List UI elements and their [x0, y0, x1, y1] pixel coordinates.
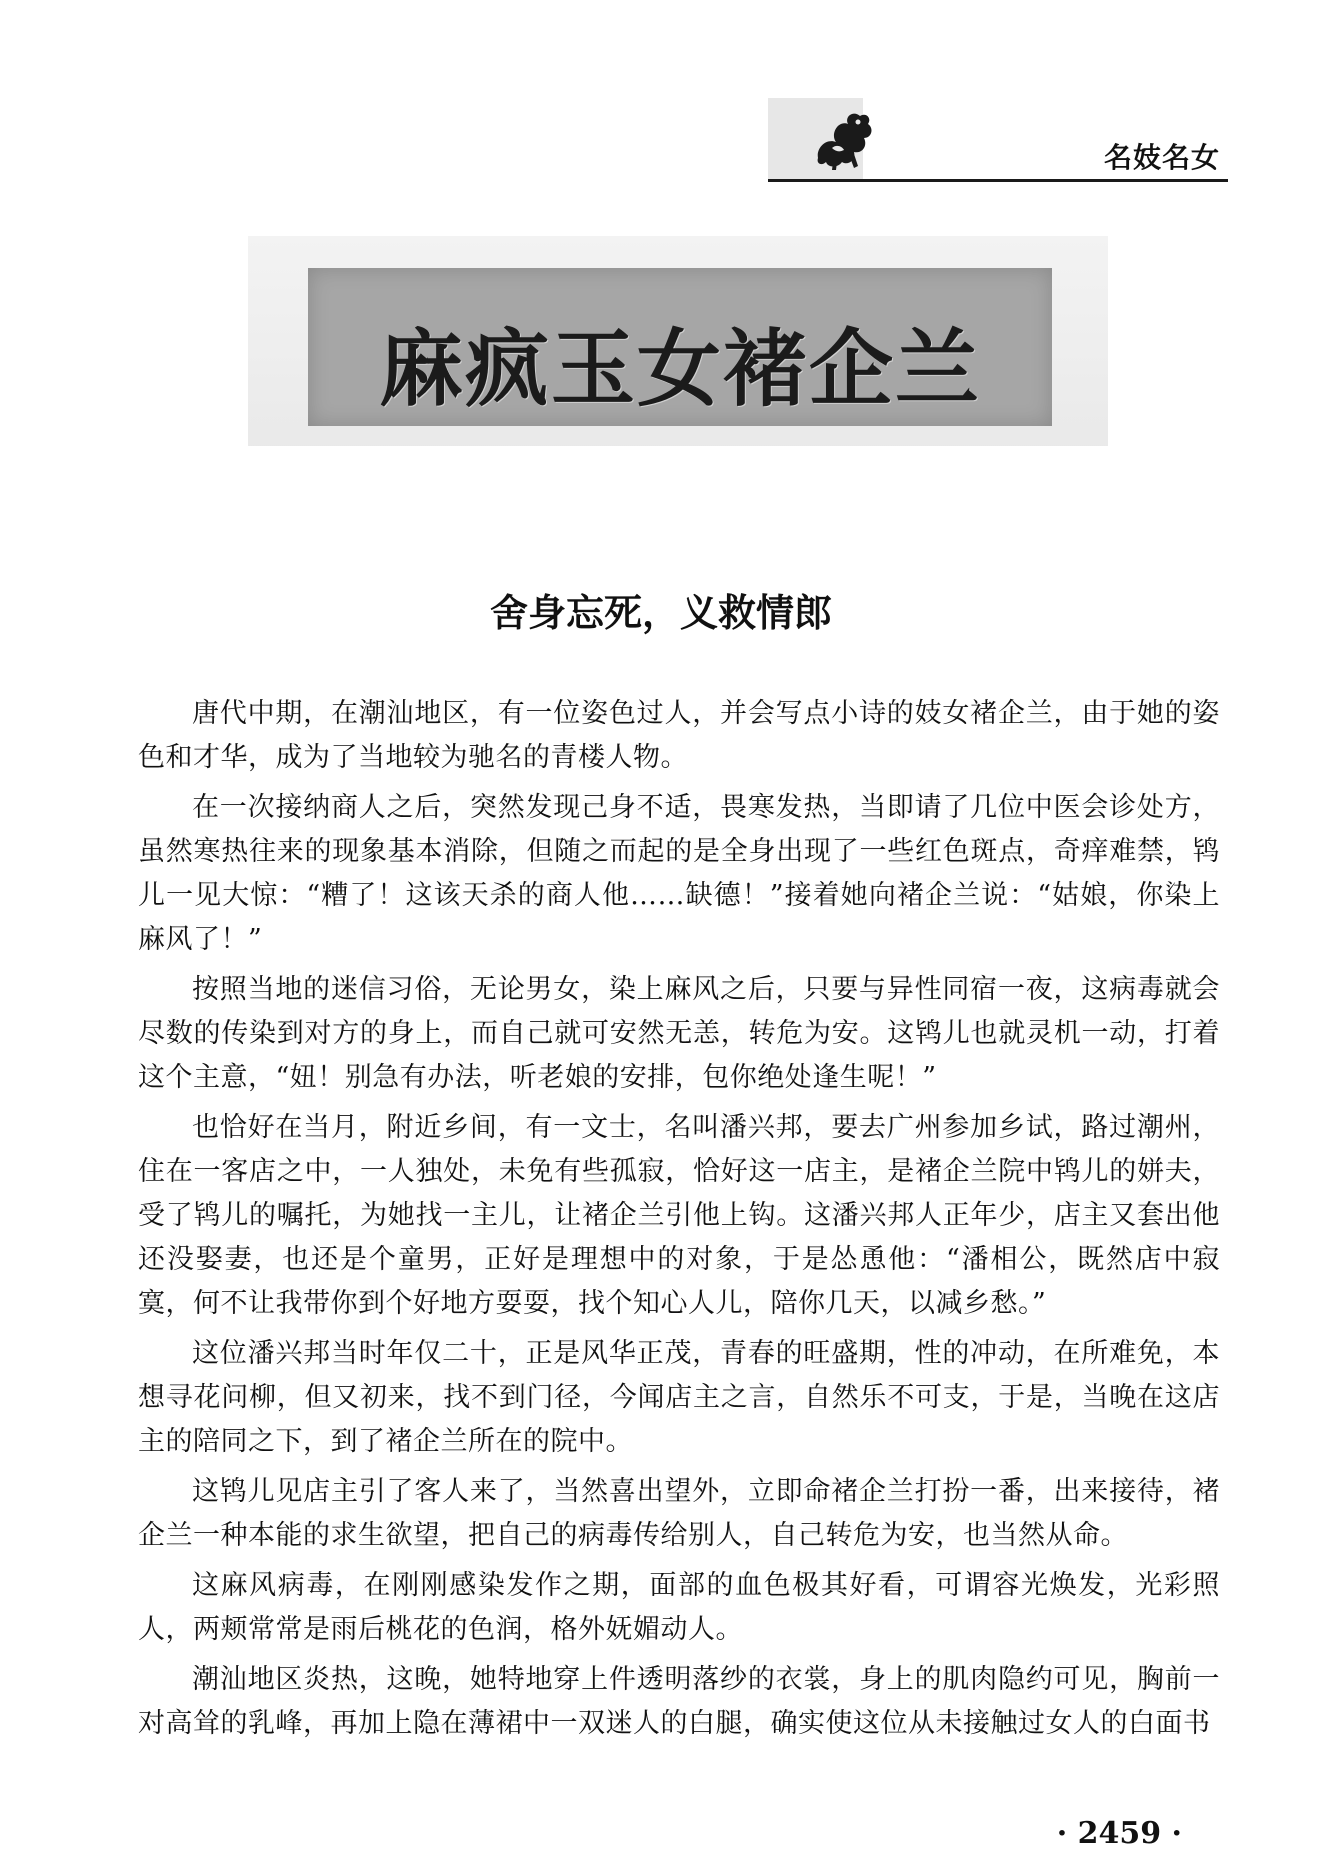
paragraph: 按照当地的迷信习俗，无论男女，染上麻风之后，只要与异性同宿一夜，这病毒就会尽数的传染到对方的身上，而自己就可安然无恙，转危为安。这鸨儿也就灵机一动，打着这个主意，“妞！别急有办法，听老娘的安排，包你绝处逢生呢！”	[138, 974, 1220, 1093]
title-banner	[308, 268, 1052, 426]
header-rule	[768, 179, 1228, 182]
article-body	[138, 692, 1220, 1752]
page-number: · 2459 ·	[1056, 1816, 1182, 1851]
running-header-title: 名妓名女	[1103, 141, 1220, 174]
section-heading: 舍身忘死，义救情郎	[489, 591, 832, 635]
article-title: 麻疯玉女褚企兰	[378, 319, 981, 418]
paragraph: 潮汕地区炎热，这晚，她特地穿上件透明落纱的衣裳，身上的肌肉隐约可见，胸前一对高耸的乳峰，再加上隐在薄裙中一双迷人的白腿，确实使这位从未接触过女人的白面书	[138, 1664, 1220, 1739]
dragon-icon	[808, 108, 878, 174]
paragraph: 这鸨儿见店主引了客人来了，当然喜出望外，立即命褚企兰打扮一番，出来接待，褚企兰一种本能的求生欲望，把自己的病毒传给别人，自己转危为安，也当然从命。	[138, 1476, 1220, 1551]
paragraph: 也恰好在当月，附近乡间，有一文士，名叫潘兴邦，要去广州参加乡试，路过潮州，住在一客店之中，一人独处，未免有些孤寂，恰好这一店主，是褚企兰院中鸨儿的姘夫，受了鸨儿的嘱托，为她找一主儿，让褚企兰引他上钩。这潘兴邦人正年少，店主又套出他还没娶妻，也还是个童男，正好是理想中的对象，于是怂恿他：“潘相公，既然店中寂寞，何不让我带你到个好地方耍耍，找个知心人儿，陪你几天，以减乡愁。”	[138, 1112, 1220, 1319]
paragraph: 这位潘兴邦当时年仅二十，正是风华正茂，青春的旺盛期，性的冲动，在所难免，本想寻花问柳，但又初来，找不到门径，今闻店主之言，自然乐不可支，于是，当晚在这店主的陪同之下，到了褚企兰所在的院中。	[138, 1338, 1220, 1457]
running-header	[768, 98, 1228, 182]
paragraph: 这麻风病毒，在刚刚感染发作之期，面部的血色极其好看，可谓容光焕发，光彩照人，两颊常常是雨后桃花的色润，格外妩媚动人。	[138, 1570, 1220, 1645]
paragraph: 唐代中期，在潮汕地区，有一位姿色过人，并会写点小诗的妓女褚企兰，由于她的姿色和才华，成为了当地较为驰名的青楼人物。	[138, 698, 1220, 773]
paragraph: 在一次接纳商人之后，突然发现己身不适，畏寒发热，当即请了几位中医会诊处方，虽然寒热往来的现象基本消除，但随之而起的是全身出现了一些红色斑点，奇痒难禁，鸨儿一见大惊：“糟了！这该天杀的商人他……缺德！”接着她向褚企兰说：“姑娘，你染上麻风了！”	[138, 792, 1220, 955]
